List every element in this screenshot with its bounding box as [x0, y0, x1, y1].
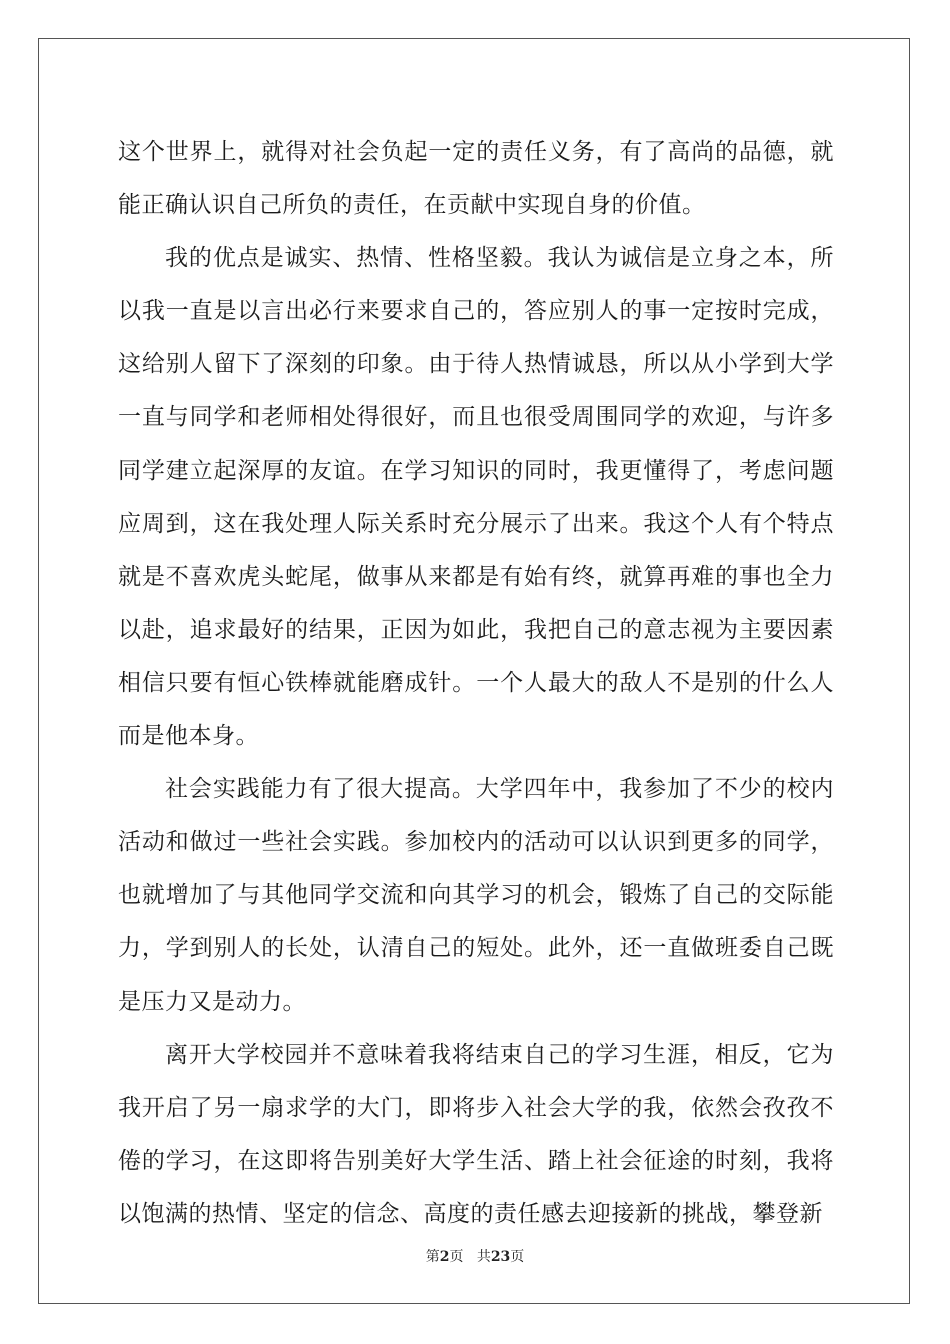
text-line: 社会实践能力有了很大提高。大学四年中，我参加了不少的校内 — [165, 776, 834, 803]
text-line: 一直与同学和老师相处得很好，而且也很受周围同学的欢迎，与许多 — [118, 404, 834, 431]
text-line: 我开启了另一扇求学的大门，即将步入社会大学的我，依然会孜孜不 — [118, 1094, 834, 1121]
text-line: 以我一直是以言出必行来要求自己的，答应别人的事一定按时完成， — [118, 298, 834, 325]
footer-total-suffix: 页 — [510, 1249, 525, 1265]
footer-page-suffix: 页 — [449, 1249, 464, 1265]
text-line: 也就增加了与其他同学交流和向其学习的机会，锻炼了自己的交际能 — [118, 882, 834, 909]
paragraph — [118, 763, 834, 1028]
paragraph — [118, 232, 834, 763]
page-footer — [0, 1247, 950, 1267]
text-line: 而是他本身。 — [118, 723, 259, 750]
text-line: 以赴，追求最好的结果，正因为如此，我把自己的意志视为主要因素 — [118, 616, 834, 643]
text-line: 应周到，这在我处理人际关系时充分展示了出来。我这个人有个特点 — [118, 510, 834, 537]
text-line: 活动和做过一些社会实践。参加校内的活动可以认识到更多的同学， — [118, 829, 834, 856]
text-line: 就是不喜欢虎头蛇尾，做事从来都是有始有终，就算再难的事也全力 — [118, 563, 834, 590]
text-line: 同学建立起深厚的友谊。在学习知识的同时，我更懂得了，考虑问题 — [118, 457, 834, 484]
paragraph — [118, 126, 834, 232]
paragraph — [118, 1029, 834, 1241]
footer-page-prefix: 第 — [425, 1249, 440, 1265]
text-line: 以饱满的热情、坚定的信念、高度的责任感去迎接新的挑战，攀登新 — [118, 1200, 823, 1227]
text-line: 这个世界上，就得对社会负起一定的责任义务，有了高尚的品德，就 — [118, 139, 834, 165]
text-line: 这给别人留下了深刻的印象。由于待人热情诚恳，所以从小学到大学 — [118, 351, 834, 378]
footer-total-prefix: 共 — [476, 1249, 491, 1265]
text-line: 是压力又是动力。 — [118, 988, 306, 1015]
text-line: 离开大学校园并不意味着我将结束自己的学习生涯，相反，它为 — [165, 1041, 834, 1068]
document-body — [118, 126, 834, 1241]
footer-page-number: 2 — [439, 1249, 450, 1265]
text-line: 能正确认识自己所负的责任，在贡献中实现自身的价值。 — [118, 192, 706, 219]
text-line: 倦的学习，在这即将告别美好大学生活、踏上社会征途的时刻，我将 — [118, 1147, 834, 1174]
text-line: 我的优点是诚实、热情、性格坚毅。我认为诚信是立身之本，所 — [165, 245, 834, 272]
footer-total-pages: 23 — [490, 1249, 511, 1265]
text-line: 力，学到别人的长处，认清自己的短处。此外，还一直做班委自己既 — [118, 935, 834, 962]
text-line: 相信只要有恒心铁棒就能磨成针。一个人最大的敌人不是别的什么人 — [118, 669, 834, 696]
